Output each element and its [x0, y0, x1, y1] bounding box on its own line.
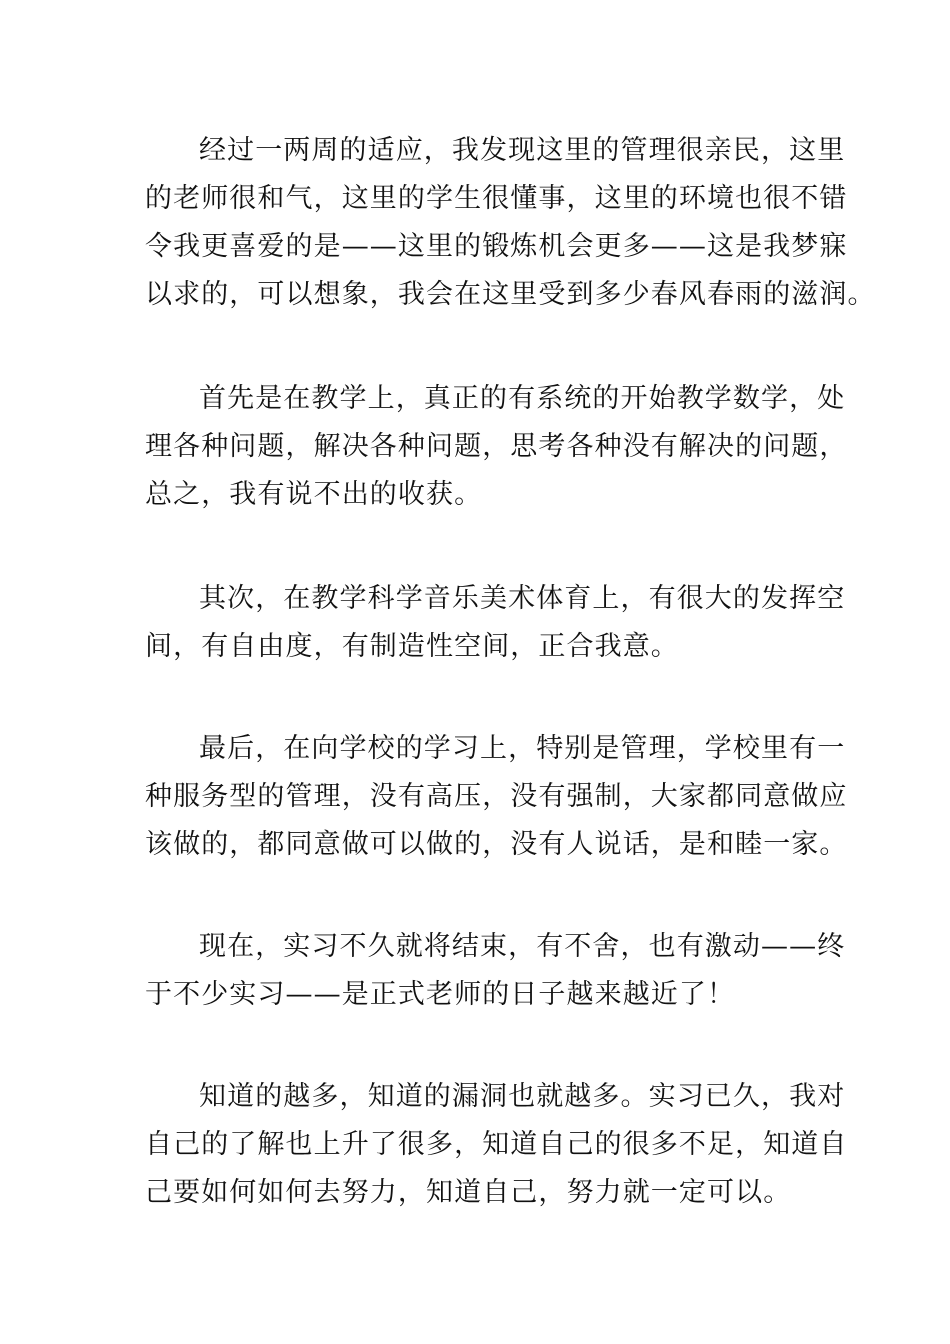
paragraph-3-line-2: 间，有自由度，有制造性空间，正合我意。 [145, 631, 679, 662]
paragraph-5-line-2: 于不少实习——是正式老师的日子越来越近了！ [145, 979, 736, 1010]
paragraph-6-line-2: 自己的了解也上升了很多，知道自己的很多不足，知道自 [145, 1129, 848, 1160]
paragraph-6-line-1: 知道的越多，知道的漏洞也就越多。实习已久，我对 [199, 1081, 846, 1112]
paragraph-2-line-1: 首先是在教学上，真正的有系统的开始教学数学，处 [199, 383, 846, 414]
paragraph-1-line-4: 以求的，可以想象，我会在这里受到多少春风春雨的滋润。 [145, 279, 876, 310]
paragraph-2-line-3: 总之，我有说不出的收获。 [145, 479, 483, 510]
paragraph-3-line-1: 其次，在教学科学音乐美术体育上，有很大的发挥空 [199, 583, 846, 614]
paragraph-4-line-2: 种服务型的管理，没有高压，没有强制，大家都同意做应 [145, 781, 848, 812]
paragraph-1-line-2: 的老师很和气，这里的学生很懂事，这里的环境也很不错 [145, 183, 848, 214]
paragraph-5-line-1: 现在，实习不久就将结束，有不舍，也有激动——终 [199, 931, 846, 962]
paragraph-1-line-3: 令我更喜爱的是——这里的锻炼机会更多——这是我梦寐 [145, 231, 848, 262]
paragraph-2-line-2: 理各种问题，解决各种问题，思考各种没有解决的问题， [145, 431, 848, 462]
paragraph-6-line-3: 己要如何如何去努力，知道自己，努力就一定可以。 [145, 1177, 792, 1208]
paragraph-1-line-1: 经过一两周的适应，我发现这里的管理很亲民，这里 [199, 135, 846, 166]
paragraph-4-line-1: 最后，在向学校的学习上，特别是管理，学校里有一 [199, 733, 846, 764]
paragraph-4-line-3: 该做的，都同意做可以做的，没有人说话，是和睦一家。 [145, 829, 848, 860]
